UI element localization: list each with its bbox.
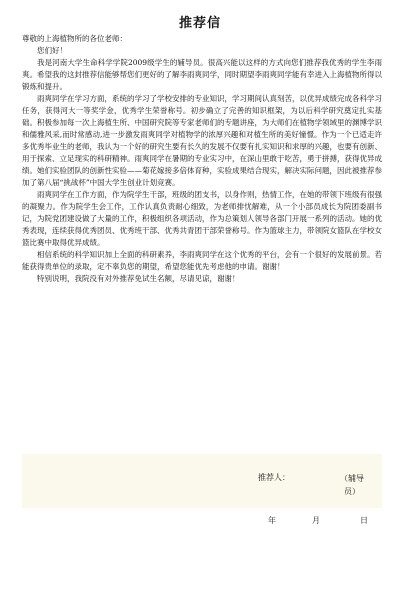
paragraph-closing: 相信系统的科学知识加上全面的科研素养，李雨爽同学在这个优秀的平台，会有一个很好的发展前景。若能获得贵单位的录取，定不辜负您的期望，希望您能优先考虑他的申请。谢谢！ — [22, 250, 382, 271]
signature-area — [22, 454, 382, 508]
date-year: 年 — [268, 516, 276, 525]
letter-body — [22, 33, 382, 285]
recommender-role: （辅导员） — [340, 474, 364, 496]
paragraph-intro: 我是河南大学生命科学学院2009级学生的辅导员。很高兴能以这样的方式向您们推荐我优秀的学生李雨爽。希望我的这封推荐信能够帮您们更好的了解李雨爽同学，同时期望李雨爽同学能有幸进入上海植物所得以锻炼和提升。 — [22, 58, 382, 91]
paragraph-work: 雨爽同学在工作方面，作为院学生干部，班级的团支书，以身作则，热情工作，在她的带领下班级有很强的凝聚力。作为院学生会工作，工作认真负责耐心细致，为老师排忧解难，从一个小部员成长为院团委副书记，为院党团建设做了大量的工作，积极组织各项活动，作为总策划人领导各部门开展一系列的活动。她的优秀表现，连续获得优秀团员、优秀班干部、优秀共青团干部荣誉称号。作为篮球主力，带领院女篮队在学校女篮比赛中取得优异成绩。 — [22, 190, 382, 247]
date-month: 月 — [312, 516, 320, 525]
date-day: 日 — [360, 516, 368, 525]
paragraph-note: 特别说明，我院没有对外推荐免试生名额，尽请见谅，谢谢！ — [37, 274, 240, 283]
document-title: 推荐信 — [178, 16, 221, 31]
paragraph-study: 雨爽同学在学习方面，系统的学习了学校安排的专业知识，学习期间认真刻苦，以优异成绩完成各科学习任务，获得河大一等奖学金，优秀学生荣誉称号。初步确立了完善的知识框架，为以后科学研究奠定扎实基础。积极参加每一次上海植生所、中国研究院等专家老师们的专题讲座，为大师们在植物学领域里的渊博学识和儒雅风采,而时常感动,进一步激发雨爽同学对植物学的浓厚兴趣和对植生所的美好憧憬。作为一个已适走许多优秀毕业生的老师，我认为一个好的研究生要有长久的发展不仅要有扎实知识和求厚的兴趣，也要有创新、用于探索、立足现实的科研精神。雨爽同学在暑期的专业实习中，在深山里敢于吃苦，勇于拼搏，获得优异成绩。她们实验团队的创新性实验——菊花嫁接多倍体育种，实验成果结合现实，解决实际问题，因此被推荐参加了第八届“挑战杯”中国大学生创业计划竞赛。 — [22, 94, 382, 187]
recommender-label: 推荐人： — [258, 473, 290, 482]
salutation: 尊敬的上海植物所的各位老师： — [22, 34, 127, 43]
greeting: 您们好！ — [37, 46, 67, 55]
